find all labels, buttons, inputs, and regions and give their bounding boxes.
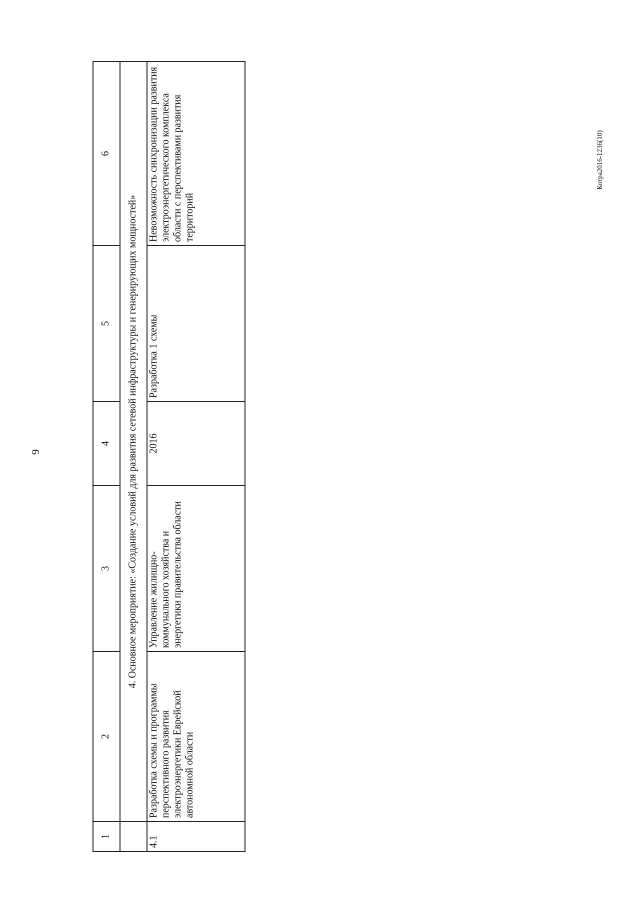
- row-year: 2016: [147, 402, 245, 486]
- header-col-3: 3: [93, 486, 120, 652]
- program-table: [93, 62, 246, 852]
- table-row: [147, 62, 245, 852]
- header-col-1: 1: [93, 822, 120, 852]
- row-measure-name: Разработка схемы и программы перспективного развития электроэнергетики Еврейской автономной области: [147, 652, 245, 822]
- header-col-6: 6: [93, 62, 120, 246]
- row-executor: Управление жилищно-коммунального хозяйства и энергетики правительства области: [147, 486, 245, 652]
- section-spacer: [120, 822, 147, 852]
- header-col-5: 5: [93, 246, 120, 402]
- row-expected-result: Разработка 1 схемы: [147, 246, 245, 402]
- row-number: 4.1: [147, 822, 245, 852]
- header-col-2: 2: [93, 652, 120, 822]
- document-code: Котра2016-1236(10): [596, 130, 604, 190]
- page-number: 9: [30, 449, 42, 455]
- table-header-row: [93, 62, 120, 852]
- row-consequence: Невозможность синхронизации развития электроэнергетического комплекса области с перспективами развития территорий: [147, 62, 245, 246]
- section-title: 4. Основное мероприятие: «Создание условий для развития сетевой инфраструктуры и генерирующих мощностей»: [120, 62, 147, 822]
- header-col-4: 4: [93, 402, 120, 486]
- section-row: [120, 62, 147, 852]
